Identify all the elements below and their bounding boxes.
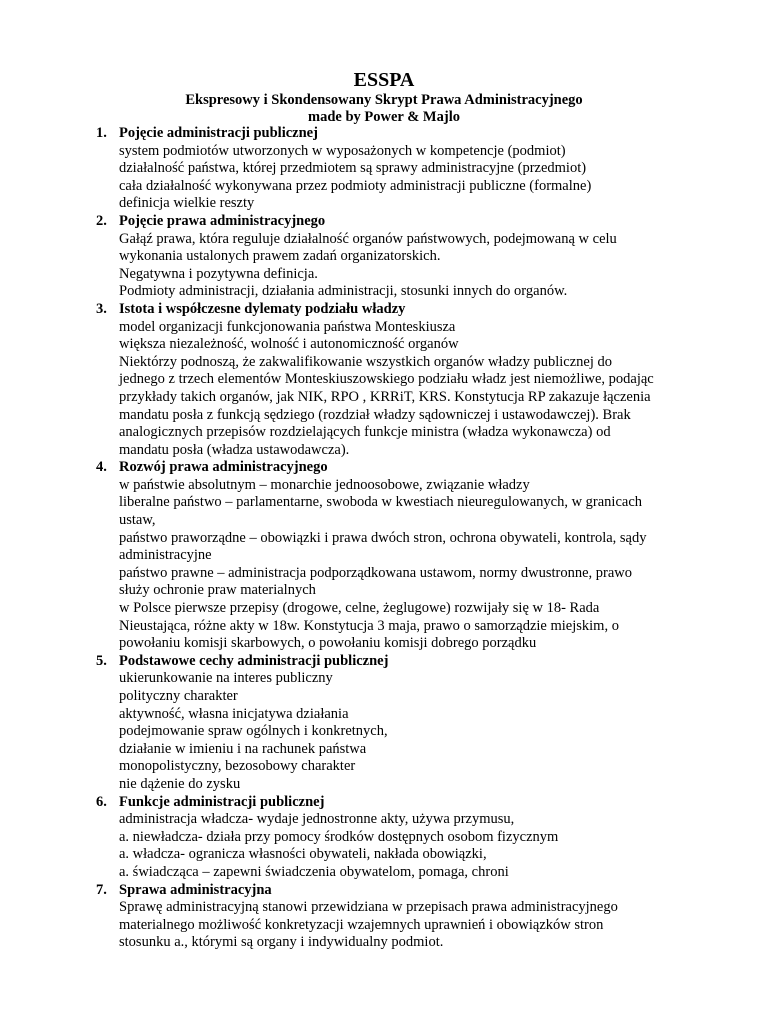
document-subtitle: Ekspresowy i Skondensowany Skrypt Prawa Administracyjnego xyxy=(185,92,583,108)
section-line: w państwie absolutnym – monarchie jednoosobowe, związanie władzy xyxy=(119,476,530,493)
section-number: 7. xyxy=(96,881,107,898)
section-line: materialnego możliwość konkretyzacji wzajemnych uprawnień i obowiązków stron xyxy=(119,916,604,933)
section-number: 6. xyxy=(96,793,107,810)
section-title: Istota i współczesne dylematy podziału władzy xyxy=(119,300,406,317)
section-line: polityczny charakter xyxy=(119,688,238,704)
section-line: działalność państwa, której przedmiotem są sprawy administracyjne (przedmiot) xyxy=(119,160,587,177)
section-line: a. świadcząca – zapewni świadczenia obywatelom, pomaga, chroni xyxy=(119,863,509,880)
document-authors: made by Power & Majlo xyxy=(308,109,460,125)
section-title: Rozwój prawa administracyjnego xyxy=(119,459,328,476)
section-line: system podmiotów utworzonych w wyposażonych w kompetencje (podmiot) xyxy=(119,142,566,159)
section-1 xyxy=(96,125,696,213)
section-line: ukierunkowanie na interes publiczny xyxy=(119,670,333,687)
section-line: analogicznych przepisów rozdzielających funkcje ministra (władza wykonawcza) od xyxy=(119,424,611,441)
section-line: Gałąź prawa, która reguluje działalność organów państwowych, podejmowaną w celu xyxy=(119,230,617,247)
section-title: Funkcje administracji publicznej xyxy=(119,793,325,810)
section-number: 3. xyxy=(96,300,107,317)
section-line: w Polsce pierwsze przepisy (drogowe, celne, żeglugowe) rozwijały się w 18- Rada xyxy=(119,600,600,617)
section-line: jednego z trzech elementów Monteskiuszowskiego podziału władz jest niemożliwe, podając xyxy=(119,371,654,388)
section-line: Niektórzy podnoszą, że zakwalifikowanie wszystkich organów władzy publicznej do xyxy=(119,353,612,370)
section-line: stosunku a., którymi są organy i indywidualny podmiot. xyxy=(119,934,444,951)
section-line: Podmioty administracji, działania administracji, stosunki innych do organów. xyxy=(119,283,568,300)
section-line: aktywność, własna inicjatywa działania xyxy=(119,705,349,722)
section-title: Sprawa administracyjna xyxy=(119,881,272,898)
section-title: Pojęcie administracji publicznej xyxy=(119,125,318,141)
section-line: administracyjne xyxy=(119,547,212,564)
section-line: model organizacji funkcjonowania państwa Monteskiusza xyxy=(119,318,456,335)
section-number: 1. xyxy=(96,125,107,141)
section-line: definicja wielkie reszty xyxy=(119,195,255,212)
section-line: a. władcza- ogranicza własności obywateli, nakłada obowiązki, xyxy=(119,846,487,863)
section-5 xyxy=(96,653,696,794)
section-line: liberalne państwo – parlamentarne, swoboda w kwestiach nieuregulowanych, w granicach xyxy=(119,494,643,511)
section-number: 5. xyxy=(96,652,107,669)
section-line: cała działalność wykonywana przez podmioty administracji publiczne (formalne) xyxy=(119,177,592,194)
section-line: mandatu posła z funkcją sędziego (rozdział władzy sądowniczej i ustawodawczej). Brak xyxy=(119,406,631,423)
document-body xyxy=(96,125,696,952)
section-line: monopolistyczny, bezosobowy charakter xyxy=(119,758,356,775)
section-line: Sprawę administracyjną stanowi przewidziana w przepisach prawa administracyjnego xyxy=(119,899,618,916)
section-4 xyxy=(96,459,696,653)
section-line: działanie w imieniu i na rachunek państwa xyxy=(119,740,367,757)
section-line: ustaw, xyxy=(119,512,156,529)
section-number: 4. xyxy=(96,459,107,476)
section-title: Podstawowe cechy administracji publicznej xyxy=(119,652,389,669)
section-7 xyxy=(96,882,696,952)
section-6 xyxy=(96,794,696,882)
section-line: Negatywna i pozytywna definicja. xyxy=(119,265,318,282)
section-line: przykłady takich organów, jak NIK, RPO , KRRiT, KRS. Konstytucja RP zakazuje łączenia xyxy=(119,388,651,405)
section-line: państwo praworządne – obowiązki i prawa dwóch stron, ochrona obywateli, kontrola, sądy xyxy=(119,529,647,546)
section-line: Nieustająca, różne akty w 18w. Konstytucja 3 maja, prawo o samorządzie miejskim, o xyxy=(119,617,619,634)
section-line: administracja władcza- wydaje jednostronne akty, używa przymusu, xyxy=(119,811,515,828)
section-line: większa niezależność, wolność i autonomiczność organów xyxy=(119,336,459,353)
section-line: państwo prawne – administracja podporządkowana ustawom, normy dwustronne, prawo xyxy=(119,564,633,581)
section-line: podejmowanie spraw ogólnych i konkretnych, xyxy=(119,723,388,740)
section-title: Pojęcie prawa administracyjnego xyxy=(119,212,326,229)
section-line: wykonania ustalonych prawem zadań organizatorskich. xyxy=(119,248,441,265)
section-3 xyxy=(96,301,696,459)
section-line: nie dążenie do zysku xyxy=(119,775,241,792)
section-line: a. niewładcza- działa przy pomocy środków dostępnych osobom fizycznym xyxy=(119,828,559,845)
section-line: służy ochronie praw materialnych xyxy=(119,582,316,599)
document-title: ESSPA xyxy=(353,69,415,91)
section-line: mandatu posła (władza ustawodawcza). xyxy=(119,441,350,458)
section-2 xyxy=(96,213,696,301)
section-line: powołaniu komisji skarbowych, o powołaniu komisji dobrego porządku xyxy=(119,635,537,652)
section-number: 2. xyxy=(96,212,107,229)
